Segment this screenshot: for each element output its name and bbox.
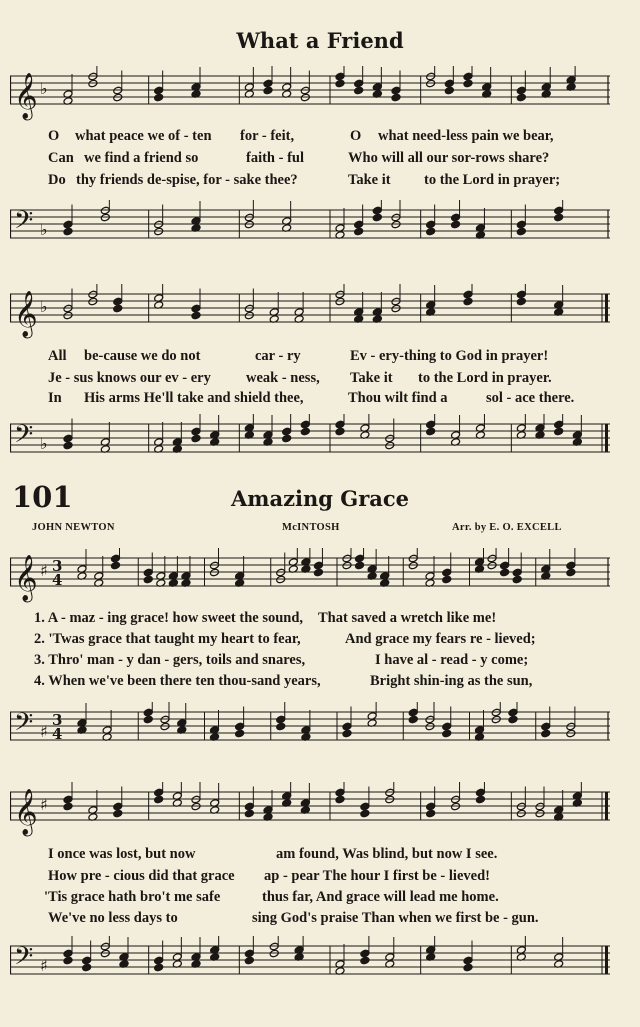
svg-text:𝄞: 𝄞	[14, 555, 38, 601]
lyric-line: 'Tis grace hath bro't me safe thus far, And grace will lead me home.	[44, 889, 499, 905]
svg-text:3: 3	[52, 557, 63, 575]
svg-text:𝄢: 𝄢	[14, 942, 34, 977]
lyric-line: 1. A - maz - ing grace! how sweet the sound, That saved a wretch like me!	[34, 610, 497, 626]
svg-text:𝄢: 𝄢	[14, 420, 34, 455]
music-staff-bass	[10, 200, 610, 256]
svg-text:𝄢: 𝄢	[14, 708, 34, 743]
svg-text:𝄞: 𝄞	[14, 73, 38, 119]
music-staff-treble	[10, 782, 610, 838]
music-staff-treble	[10, 284, 610, 340]
svg-text:♭: ♭	[40, 79, 48, 98]
svg-text:𝄞: 𝄞	[14, 291, 38, 337]
lyric-line: In His arms He'll take and shield thee, Thou wilt find a sol - ace there.	[48, 390, 575, 406]
lyric-line: Do thy friends de-spise, for - sake thee? Take it to the Lord in prayer;	[48, 172, 561, 188]
lyric-line: How pre - cious did that grace ap - pear The hour I first be - lieved!	[48, 868, 490, 884]
music-staff-treble	[10, 66, 610, 122]
svg-text:♯: ♯	[40, 795, 48, 814]
svg-text:♭: ♭	[40, 220, 48, 239]
svg-text:♯: ♯	[40, 561, 48, 580]
music-staff-treble	[10, 548, 610, 604]
svg-text:3: 3	[52, 711, 63, 729]
music-staff-bass	[10, 936, 610, 992]
lyric-line: 2. 'Twas grace that taught my heart to fear, And grace my fears re - lieved;	[34, 631, 536, 647]
tune-name: McINTOSH	[282, 522, 340, 533]
lyric-line: Je - sus knows our ev - ery weak - ness, Take it to the Lord in prayer.	[48, 370, 552, 386]
hymn-title: Amazing Grace	[230, 486, 410, 511]
lyric-line: I once was lost, but now am found, Was blind, but now I see.	[48, 846, 498, 862]
hymn-title: What a Friend	[236, 28, 404, 53]
svg-text:♭: ♭	[40, 434, 48, 453]
svg-text:♯: ♯	[40, 956, 48, 975]
hymn-number: 101	[12, 480, 73, 514]
svg-text:♭: ♭	[40, 297, 48, 316]
music-staff-bass	[10, 414, 610, 470]
lyric-line: All be-cause we do not car - ry Ev - ery-thing to God in prayer!	[48, 348, 549, 364]
lyric-line: Can we find a friend so faith - ful Who will all our sor-rows share?	[48, 150, 550, 166]
author-credit: JOHN NEWTON	[32, 522, 115, 533]
lyric-line: We've no less days to sing God's praise Than when we first be - gun.	[48, 910, 539, 926]
svg-text:𝄢: 𝄢	[14, 206, 34, 241]
svg-text:𝄞: 𝄞	[14, 789, 38, 835]
arranger-credit: Arr. by E. O. EXCELL	[452, 522, 562, 533]
lyric-line: O what peace we of - ten for - feit, O what need-less pain we bear,	[48, 128, 554, 144]
lyric-line: 3. Thro' man - y dan - gers, toils and snares, I have al - read - y come;	[34, 652, 529, 668]
music-staff-bass	[10, 702, 610, 758]
lyric-line: 4. When we've been there ten thou-sand years, Bright shin-ing as the sun,	[34, 673, 533, 689]
svg-text:4: 4	[52, 571, 63, 589]
svg-text:♯: ♯	[40, 722, 48, 741]
svg-text:4: 4	[52, 725, 63, 743]
